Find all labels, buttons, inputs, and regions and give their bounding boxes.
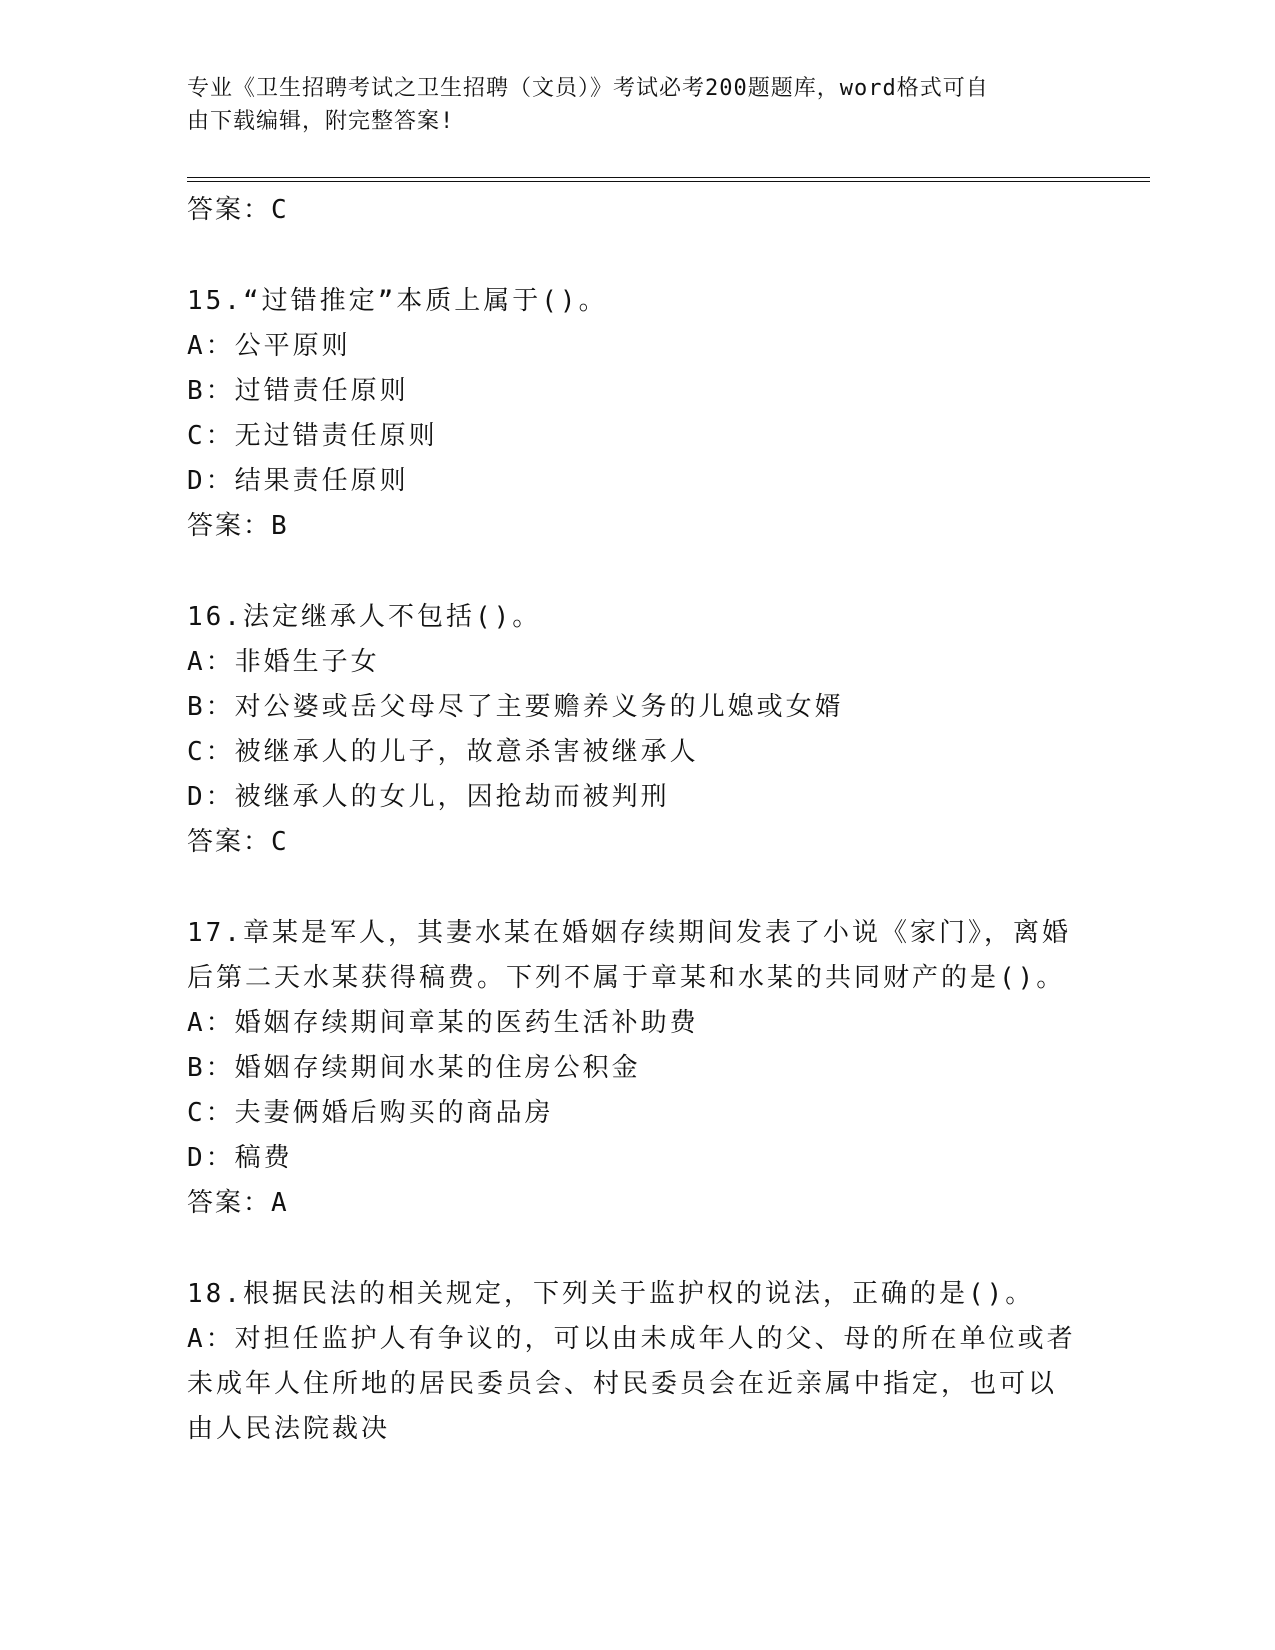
question-stem: 18.根据民法的相关规定，下列关于监护权的说法，正确的是()。 <box>187 1279 1035 1309</box>
answer-line: 答案：C <box>187 827 289 857</box>
option-b: B：对公婆或岳父母尽了主要赡养义务的儿媳或女婿 <box>187 692 844 722</box>
option-b: B：婚姻存续期间水某的住房公积金 <box>187 1053 641 1083</box>
question-stem-line-2: 后第二天水某获得稿费。下列不属于章某和水某的共同财产的是()。 <box>187 963 1066 993</box>
answer-line: 答案：B <box>187 511 289 541</box>
question-15 <box>187 279 1087 549</box>
header-divider-top <box>187 177 1150 178</box>
option-c: C：被继承人的儿子，故意杀害被继承人 <box>187 737 699 767</box>
spacer <box>187 865 1087 911</box>
question-17 <box>187 911 1087 1226</box>
spacer <box>187 549 1087 595</box>
answer-line: 答案：A <box>187 1188 289 1218</box>
option-a: A：非婚生子女 <box>187 647 380 677</box>
document-header <box>187 72 1067 138</box>
option-a-line-3: 由人民法院裁决 <box>187 1414 391 1444</box>
option-d: D：稿费 <box>187 1143 293 1173</box>
question-list <box>187 188 1087 1452</box>
question-18 <box>187 1272 1087 1452</box>
option-a: A：公平原则 <box>187 331 351 361</box>
question-stem: 16.法定继承人不包括()。 <box>187 602 542 632</box>
spacer <box>187 1226 1087 1272</box>
header-intro-line-2: 由下载编辑，附完整答案! <box>187 109 455 134</box>
question-16 <box>187 595 1087 865</box>
option-c: C：无过错责任原则 <box>187 421 438 451</box>
option-b: B：过错责任原则 <box>187 376 409 406</box>
question-stem: 15.“过错推定”本质上属于()。 <box>187 286 608 316</box>
question-stem-line-1: 17.章某是军人，其妻水某在婚姻存续期间发表了小说《家门》，离婚 <box>187 918 1071 948</box>
option-a-line-1: A：对担任监护人有争议的，可以由未成年人的父、母的所在单位或者 <box>187 1324 1076 1354</box>
option-c: C：夫妻俩婚后购买的商品房 <box>187 1098 554 1128</box>
answer-line: 答案：C <box>187 195 289 225</box>
option-d: D：被继承人的女儿，因抢劫而被判刑 <box>187 782 670 812</box>
option-a-line-2: 未成年人住所地的居民委员会、村民委员会在近亲属中指定，也可以 <box>187 1369 1058 1399</box>
option-d: D：结果责任原则 <box>187 466 409 496</box>
header-intro-line-1: 专业《卫生招聘考试之卫生招聘（文员）》考试必考200题题库，word格式可自 <box>187 76 989 101</box>
option-a: A：婚姻存续期间章某的医药生活补助费 <box>187 1008 699 1038</box>
header-divider-bottom <box>187 181 1150 182</box>
spacer <box>187 233 1087 279</box>
